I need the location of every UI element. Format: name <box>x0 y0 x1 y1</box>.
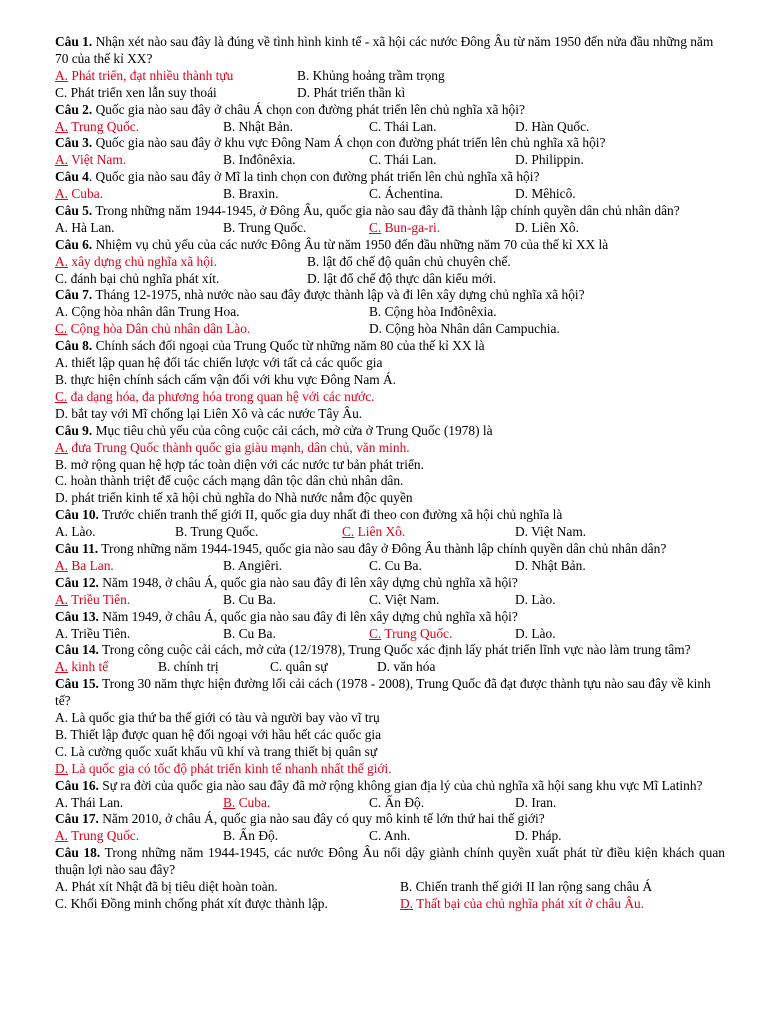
answer-option: D. phát triển kinh tế xã hội chủ nghĩa do Nhà nước nắm độc quyền <box>55 490 413 506</box>
answer-row <box>55 186 725 203</box>
question-number: Câu 10. <box>55 507 99 523</box>
question-15 <box>55 676 725 710</box>
answer-option: D. Pháp. <box>515 828 562 844</box>
question-18 <box>55 845 725 879</box>
question-number: Câu 7. <box>55 287 93 303</box>
answer-option: A. Hà Lan. <box>55 219 115 235</box>
question-number: Câu 2. <box>55 101 93 117</box>
answer-option: D. Cộng hòa Nhân dân Campuchia. <box>369 321 560 337</box>
question-text: Trong những năm 1944-1945, ở Đông Âu, quốc gia nào sau đây đã thành lập chính quyền dân chủ nhân dân? <box>92 202 680 218</box>
answer-option: B. Ấn Độ. <box>223 828 279 844</box>
answer-row <box>55 220 725 237</box>
question-text: Nhận xét nào sau đây là đúng về tình hình kinh tế - xã hội các nước Đông Âu từ năm 1950 đến nửa đầu những năm 70 của thế kỉ XX? <box>55 34 714 66</box>
answer-option: A. Phát xít Nhật đã bị tiêu diệt hoàn toàn. <box>55 879 278 895</box>
answer-row <box>55 558 725 575</box>
answer-row <box>55 68 725 85</box>
answer-option: C. đánh bại chủ nghĩa phát xít. <box>55 270 220 286</box>
answer-option: C. Cu Ba. <box>369 557 422 573</box>
question-number: Câu 15. <box>55 676 99 692</box>
answer-row <box>55 152 725 169</box>
answer-option: D. Việt Nam. <box>515 524 587 540</box>
answer-option: B. lật đổ chế độ quân chủ chuyên chế. <box>307 253 511 269</box>
answer-option: D. Nhật Bản. <box>515 557 586 573</box>
question-11 <box>55 541 725 558</box>
answer-option: A. thiết lập quan hệ đối tác chiến lược với tất cả các quốc gia <box>55 355 383 371</box>
answer-option: B. Cu Ba. <box>223 591 276 607</box>
question-12 <box>55 575 725 592</box>
answer-option: D. Iran. <box>515 794 557 810</box>
question-text: Trước chiến tranh thế giới II, quốc gia duy nhất đi theo con đường xã hội chủ nghĩa là <box>98 507 563 523</box>
answer-option: C. hoàn thành triệt để cuộc cách mạng dân tộc dân chủ nhân dân. <box>55 473 404 489</box>
answer-option: B. Inđônêxia. <box>223 152 296 168</box>
question-number: Câu 1. <box>55 34 93 49</box>
answer-option: B. Braxin. <box>223 186 279 202</box>
answer-row <box>55 592 725 609</box>
answer-row <box>55 321 725 338</box>
answer-option: A. Ba Lan. <box>55 557 114 573</box>
answer-option: C. Ấn Độ. <box>369 794 425 810</box>
question-number: Câu 14. <box>55 642 99 658</box>
answer-option: C. quân sự <box>270 659 328 675</box>
answer-option: B. Chiến tranh thế giới II lan rộng sang châu Á <box>400 879 653 895</box>
answer-option: A. Trung Quốc. <box>55 828 140 844</box>
answer-option: A. Phát triển, đạt nhiều thành tựu <box>55 67 234 83</box>
answer-option: C. Áchentina. <box>369 186 444 202</box>
question-number: Câu 8. <box>55 338 93 354</box>
answer-option: B. Cu Ba. <box>223 625 276 641</box>
question-13 <box>55 609 725 626</box>
answer-option: C. Liên Xô. <box>342 524 406 540</box>
answer-row <box>55 304 725 321</box>
answer-option: C. Thái Lan. <box>369 118 437 134</box>
answer-option: A. Triều Tiên. <box>55 625 131 641</box>
question-number: Câu 9. <box>55 422 93 438</box>
answer-row <box>55 896 725 913</box>
question-text: Tháng 12-1975, nhà nước nào sau đây được thành lập và đi lên xây dựng chủ nghĩa xã hội? <box>92 287 585 303</box>
question-10 <box>55 507 725 524</box>
answer-option: D. Liên Xô. <box>515 219 579 235</box>
question-number: Câu 11. <box>55 541 99 557</box>
answer-option: B. Cộng hòa Inđônêxia. <box>369 304 497 320</box>
question-number: Câu 17. <box>55 811 99 827</box>
question-text: Năm 1949, ở châu Á, quốc gia nào sau đây đi lên xây dựng chủ nghĩa xã hội? <box>98 608 518 624</box>
question-17 <box>55 811 725 828</box>
question-number: Câu 18. <box>55 845 101 861</box>
question-text: Năm 1948, ở châu Á, quốc gia nào sau đây đi lên xây dựng chủ nghĩa xã hội? <box>98 574 518 590</box>
answer-option: D. lật đổ chế độ thực dân kiểu mới. <box>307 270 497 286</box>
answer-option: D. Phát triển thần kì <box>297 84 406 100</box>
answer-option: B. chính trị <box>158 659 219 675</box>
answer-option: C. Phát triển xen lẫn suy thoái <box>55 84 217 100</box>
answer-option: B. Trung Quốc. <box>175 524 259 540</box>
question-text: Nhiệm vụ chủ yếu của các nước Đông Âu từ năm 1950 đến đầu những năm 70 của thế kỉ XX là <box>92 236 609 252</box>
answer-option: C. đa dạng hóa, đa phương hóa trong quan hệ với các nước. <box>55 388 375 404</box>
question-16 <box>55 778 725 795</box>
answer-option: C. Khối Đồng minh chống phát xít được thành lập. <box>55 895 328 911</box>
answer-option: A. đưa Trung Quốc thành quốc gia giàu mạnh, dân chủ, văn minh. <box>55 439 410 455</box>
question-text: Quốc gia nào sau đây ở châu Á chọn con đường phát triển lên chủ nghĩa xã hội? <box>92 101 525 117</box>
question-4 <box>55 169 725 186</box>
question-3 <box>55 135 725 152</box>
answer-option: D. Lào. <box>515 591 556 607</box>
question-text: Năm 2010, ở châu Á, quốc gia nào sau đây có quy mô kinh tế lớn thứ hai thế giới? <box>98 811 545 827</box>
answer-option: D. Thất bại của chủ nghĩa phát xít ở châu Âu. <box>400 895 645 911</box>
question-5 <box>55 203 725 220</box>
question-number: Câu 12. <box>55 574 99 590</box>
answer-row <box>55 828 725 845</box>
question-8 <box>55 338 725 355</box>
answer-option: B. Cuba. <box>223 794 271 810</box>
answer-row <box>55 659 725 676</box>
question-text: Quốc gia nào sau đây ở khu vực Đông Nam Á chọn con đường phát triển lên chủ nghĩa xã hội? <box>92 135 606 151</box>
question-number: Câu 3. <box>55 135 93 151</box>
answer-option: D. Mêhicô. <box>515 186 576 202</box>
answer-option: D. Là quốc gia có tốc độ phát triển kinh tế nhanh nhất thế giới. <box>55 760 392 776</box>
answer-option: C. Cộng hòa Dân chủ nhân dân Lào. <box>55 321 251 337</box>
question-text: Mục tiêu chủ yếu của công cuộc cải cách, mở cửa ở Trung Quốc (1978) là <box>92 422 493 438</box>
answer-row <box>55 254 725 271</box>
question-14 <box>55 642 725 659</box>
question-number: Câu 6. <box>55 236 93 252</box>
question-text: Trong 30 năm thực hiện đường lối cải cách (1978 - 2008), Trung Quốc đã đạt được thành tựu nào sau đây về kinh tế? <box>55 676 711 709</box>
answer-option: A. Cuba. <box>55 186 103 202</box>
answer-option: B. thực hiện chính sách cấm vận đối với khu vực Đông Nam Á. <box>55 371 397 387</box>
answer-option: C. Bun-ga-ri. <box>369 219 441 235</box>
answer-row <box>55 119 725 136</box>
answer-option: C. Việt Nam. <box>369 591 440 607</box>
answer-option: D. Lào. <box>515 625 556 641</box>
answer-option: D. văn hóa <box>377 659 436 675</box>
answer-option: A. xây dựng chủ nghĩa xã hội. <box>55 253 217 269</box>
question-1 <box>55 34 725 68</box>
question-text: Trong những năm 1944-1945, quốc gia nào sau đây ở Đông Âu thành lập chính quyền dân chủ nhân dân? <box>98 541 667 557</box>
answer-option: D. Hàn Quốc. <box>515 118 590 134</box>
answer-option: B. Khủng hoảng trầm trọng <box>297 67 445 83</box>
answer-option: B. mở rộng quan hệ hợp tác toàn diện với các nước tư bản phát triển. <box>55 456 424 472</box>
answer-option: A. Thái Lan. <box>55 794 124 810</box>
answer-row <box>55 271 725 288</box>
question-number: Câu 4 <box>55 169 89 185</box>
question-text: Chính sách đối ngoại của Trung Quốc từ những năm 80 của thế kỉ XX là <box>92 338 485 354</box>
answer-option: A. Việt Nam. <box>55 152 127 168</box>
question-number: Câu 13. <box>55 608 99 624</box>
question-text: Trong công cuộc cải cách, mở cửa (12/1978), Trung Quốc xác định lấy phát triển lĩnh vực nào làm trung tâm? <box>98 642 691 658</box>
question-number: Câu 5. <box>55 202 93 218</box>
answer-option: A. Lào. <box>55 524 96 540</box>
answer-option: A. Là quốc gia thứ ba thế giới có tàu và người bay vào vĩ trụ <box>55 710 380 726</box>
answer-option: A. Cộng hòa nhân dân Trung Hoa. <box>55 304 240 320</box>
question-2 <box>55 102 725 119</box>
answer-option: C. Anh. <box>369 828 411 844</box>
answer-option: B. Trung Quốc. <box>223 219 307 235</box>
answer-row <box>55 85 725 102</box>
question-number: Câu 16. <box>55 777 99 793</box>
answer-option: C. Trung Quốc. <box>369 625 453 641</box>
answer-option: D. bắt tay với Mĩ chống lại Liên Xô và các nước Tây Âu. <box>55 405 363 421</box>
answer-row <box>55 879 725 896</box>
answer-option: A. Trung Quốc. <box>55 118 140 134</box>
quiz-document <box>55 34 725 913</box>
question-text: Trong những năm 1944-1945, các nước Đông Âu nổi dậy giành chính quyền xuất phát từ điều kiện khách quan thuận lợi nào sau đây? <box>55 845 725 878</box>
answer-option: C. Thái Lan. <box>369 152 437 168</box>
question-text: Sự ra đời của quốc gia nào sau đây đã mở rộng không gian địa lý của chủ nghĩa xã hội sang khu vực Mĩ Latinh? <box>98 777 703 793</box>
answer-row <box>55 795 725 812</box>
question-9 <box>55 423 725 440</box>
question-text: . Quốc gia nào sau đây ở Mĩ la tinh chọn con đường phát triển lên chủ nghĩa xã hội? <box>88 169 540 185</box>
answer-option: C. Là cường quốc xuất khẩu vũ khí và trang thiết bị quân sự <box>55 743 378 759</box>
answer-option: B. Nhật Bản. <box>223 118 293 134</box>
answer-option: B. Angiêri. <box>223 557 283 573</box>
answer-row <box>55 626 725 643</box>
question-7 <box>55 287 725 304</box>
answer-option: B. Thiết lập được quan hệ đối ngoại với hầu hết các quốc gia <box>55 726 382 742</box>
answer-row <box>55 524 725 541</box>
answer-option: A. kinh tế <box>55 659 109 675</box>
question-6 <box>55 237 725 254</box>
answer-option: A. Triều Tiên. <box>55 591 131 607</box>
answer-option: D. Philippin. <box>515 152 584 168</box>
